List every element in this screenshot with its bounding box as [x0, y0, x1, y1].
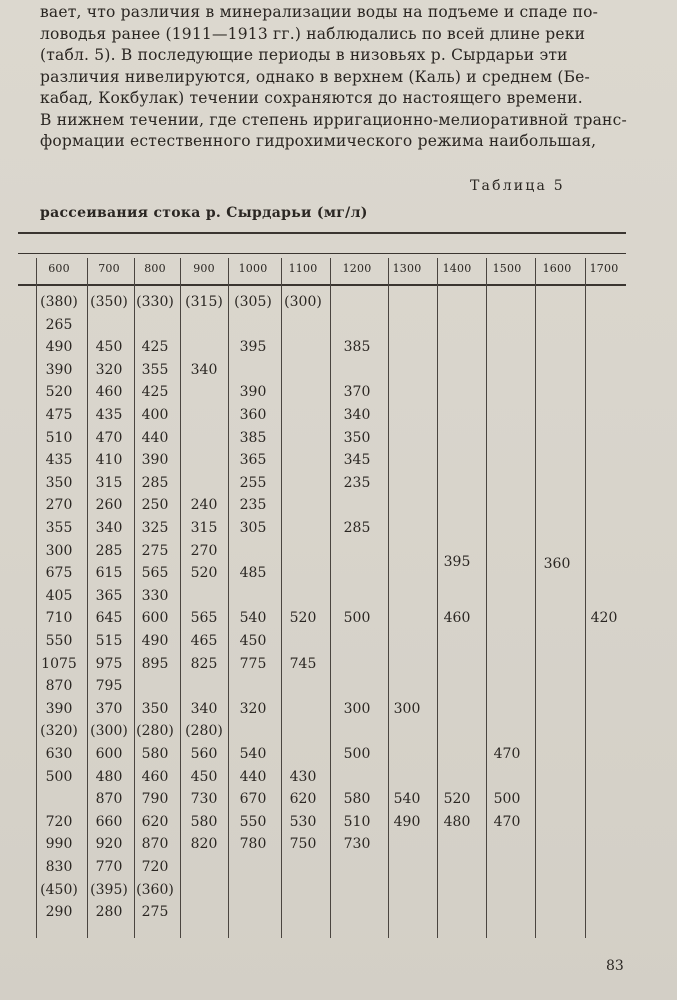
table-cell: 550 — [45, 633, 73, 649]
table-cell: 340 — [95, 520, 123, 536]
table-cell: 520 — [190, 565, 218, 582]
table-cell: 520 — [289, 610, 317, 627]
table-cell: 345 — [343, 452, 371, 469]
table-label: Таблица 5 — [470, 178, 565, 194]
table-cell: 470 — [493, 813, 521, 830]
table-cell: 270 — [45, 497, 73, 514]
column-header: 600 — [48, 262, 70, 275]
table-cell: 600 — [95, 746, 123, 762]
table-cell: (380) — [40, 294, 78, 310]
table-cell: 580 — [141, 746, 169, 762]
table-cell: 520 — [443, 791, 471, 808]
table-cell: 235 — [239, 497, 267, 514]
table-caption: рассеивания стока р. Сырдарьи (мг/л) — [40, 205, 368, 221]
table-cell: (330) — [136, 294, 174, 310]
table-cell: 510 — [343, 813, 371, 830]
table-cell: 895 — [141, 655, 169, 672]
table-cell: 600 — [141, 610, 169, 627]
column-divider — [486, 258, 487, 938]
table-cell: 450 — [190, 768, 218, 785]
table-cell: 280 — [95, 904, 123, 921]
table-cell: 540 — [239, 610, 267, 627]
table-cell: 480 — [95, 768, 123, 785]
table-cell: 400 — [141, 407, 169, 423]
table-cell: 275 — [141, 542, 169, 559]
table-cell: 660 — [95, 813, 123, 830]
table-cell: 775 — [239, 655, 267, 672]
table-cell: 300 — [393, 700, 421, 717]
table-cell: 490 — [45, 339, 73, 356]
table-cell: 475 — [45, 407, 73, 423]
paragraph-line: (табл. 5). В последующие периоды в низовьях р. Сырдарьи эти — [40, 46, 568, 64]
table-cell: 320 — [239, 700, 267, 717]
table-cell: 305 — [239, 520, 267, 536]
table-cell: 870 — [45, 678, 73, 695]
table-cell: 365 — [239, 452, 267, 469]
table-cell: 460 — [443, 610, 471, 627]
table-cell: 825 — [190, 655, 218, 672]
paragraph-line: вает, что различия в минерализации воды на подъеме и спаде по- — [40, 3, 599, 21]
column-header: 1700 — [589, 262, 619, 275]
table-cell: 820 — [190, 836, 218, 853]
column-divider — [437, 258, 438, 938]
table-cell: 440 — [239, 768, 267, 785]
table-cell: 870 — [141, 836, 169, 853]
header-top-rule — [18, 253, 626, 254]
column-header: 800 — [144, 262, 166, 275]
table-cell: 425 — [141, 384, 169, 401]
table-cell: 330 — [141, 587, 169, 604]
table-cell: 435 — [95, 407, 123, 423]
table-cell: 520 — [45, 384, 73, 401]
table-cell-spanning: 360 — [543, 556, 571, 573]
paragraph-line: В нижнем течении, где степень ирригационно-мелиоративной транс- — [40, 110, 627, 129]
table-cell: 390 — [141, 452, 169, 469]
column-header: 1400 — [442, 262, 472, 275]
table-cell: 975 — [95, 655, 123, 672]
table-cell: (280) — [185, 723, 223, 740]
table-cell: 480 — [443, 813, 471, 830]
table-cell: 500 — [45, 768, 73, 785]
table-cell: 750 — [289, 836, 317, 853]
table-cell: 560 — [190, 746, 218, 762]
table-cell: 490 — [141, 633, 169, 649]
table-cell: 315 — [190, 520, 218, 536]
table-cell: 620 — [141, 813, 169, 830]
table-cell: 470 — [493, 746, 521, 762]
column-header: 1300 — [392, 262, 422, 275]
table-cell: 450 — [239, 633, 267, 649]
table-cell: 250 — [141, 497, 169, 514]
table-cell: 360 — [239, 407, 267, 423]
table-cell: 870 — [95, 791, 123, 808]
table-cell: 385 — [343, 339, 371, 356]
table-cell: 710 — [45, 610, 73, 627]
table-cell: 670 — [239, 791, 267, 808]
table-cell: 795 — [95, 678, 123, 695]
column-header: 700 — [98, 262, 120, 275]
table-cell: 320 — [95, 361, 123, 378]
table-cell: 340 — [343, 407, 371, 423]
table-cell: (450) — [40, 881, 78, 898]
table-cell: 430 — [289, 768, 317, 785]
table-cell: (350) — [90, 294, 128, 310]
column-header: 1200 — [342, 262, 372, 275]
table-cell: 460 — [95, 384, 123, 401]
table-cell: 565 — [141, 565, 169, 582]
table-cell: 265 — [45, 316, 73, 333]
table-cell: 340 — [190, 361, 218, 378]
column-divider — [388, 258, 389, 938]
table-cell: 540 — [239, 746, 267, 762]
table-top-rule — [18, 232, 626, 234]
table-cell: 550 — [239, 813, 267, 830]
column-header: 1600 — [542, 262, 572, 275]
table-cell: (280) — [136, 723, 174, 740]
table-cell: 780 — [239, 836, 267, 853]
table-cell: (315) — [185, 294, 223, 310]
table-cell: 390 — [239, 384, 267, 401]
table-cell: 580 — [343, 791, 371, 808]
page-number: 83 — [606, 958, 624, 974]
table-cell: 450 — [95, 339, 123, 356]
table-cell: 350 — [45, 474, 73, 491]
table-cell: 630 — [45, 746, 73, 762]
table-cell: 285 — [141, 474, 169, 491]
table-cell: 355 — [141, 361, 169, 378]
table-cell: 435 — [45, 452, 73, 469]
table-cell: 370 — [343, 384, 371, 401]
table-cell: 390 — [45, 361, 73, 378]
table-cell: 405 — [45, 587, 73, 604]
table-cell: 580 — [190, 813, 218, 830]
table-cell: 420 — [590, 610, 618, 627]
table-cell: 255 — [239, 474, 267, 491]
table-cell: 615 — [95, 565, 123, 582]
table-cell: 235 — [343, 474, 371, 491]
table-cell: 440 — [141, 429, 169, 446]
table-cell: 675 — [45, 565, 73, 582]
table-cell: 1075 — [41, 655, 77, 672]
table-cell: 720 — [45, 813, 73, 830]
table-cell: 745 — [289, 655, 317, 672]
table-cell: 300 — [45, 542, 73, 559]
table-cell: 285 — [343, 520, 371, 536]
table-cell: (395) — [90, 881, 128, 898]
column-divider — [585, 258, 586, 938]
paragraph-line: формации естественного гидрохимического режима наибольшая, — [40, 132, 597, 150]
table-cell: 730 — [190, 791, 218, 808]
table-cell: 460 — [141, 768, 169, 785]
table-cell: 350 — [141, 700, 169, 717]
paragraph-line: ловодья ранее (1911—1913 гг.) наблюдались по всей длине реки — [40, 24, 586, 43]
table-cell: 620 — [289, 791, 317, 808]
table-cell: 720 — [141, 859, 169, 875]
table-cell-spanning: 395 — [443, 553, 471, 570]
table-cell: 470 — [95, 429, 123, 446]
table-cell: 385 — [239, 429, 267, 446]
table-cell: 325 — [141, 520, 169, 536]
table-cell: 990 — [45, 836, 73, 853]
table-cell: 490 — [393, 813, 421, 830]
table-cell: 540 — [393, 791, 421, 808]
table-cell: 370 — [95, 700, 123, 717]
table-cell: 290 — [45, 904, 73, 921]
table-cell: 350 — [343, 429, 371, 446]
table-cell: (360) — [136, 881, 174, 898]
table-cell: 645 — [95, 610, 123, 627]
table-cell: 730 — [343, 836, 371, 853]
table-cell: (320) — [40, 723, 78, 740]
table-cell: (300) — [284, 294, 322, 310]
table-cell: 500 — [343, 610, 371, 627]
table-cell: (300) — [90, 723, 128, 740]
paragraph-line: различия нивелируются, однако в верхнем (Каль) и среднем (Бе- — [40, 67, 590, 86]
table-cell: 285 — [95, 542, 123, 559]
table-cell: 500 — [343, 746, 371, 762]
table-cell: 790 — [141, 791, 169, 808]
table-cell: 425 — [141, 339, 169, 356]
table-cell: 300 — [343, 700, 371, 717]
table-cell: 275 — [141, 904, 169, 921]
table-cell: 410 — [95, 452, 123, 469]
table-cell: 485 — [239, 565, 267, 582]
table-cell: (305) — [234, 294, 272, 310]
table-cell: 340 — [190, 700, 218, 717]
table-cell: 515 — [95, 633, 123, 649]
table-cell: 770 — [95, 859, 123, 875]
table-cell: 315 — [95, 474, 123, 491]
paragraph-line: кабад, Кокбулак) течении сохраняются до настоящего времени. — [40, 89, 583, 107]
table-cell: 260 — [95, 497, 123, 514]
table-cell: 510 — [45, 429, 73, 446]
column-header: 900 — [193, 262, 215, 275]
body-paragraph — [40, 2, 630, 153]
table-cell: 365 — [95, 587, 123, 604]
table-cell: 390 — [45, 700, 73, 717]
table-cell: 355 — [45, 520, 73, 536]
table-cell: 240 — [190, 497, 218, 514]
column-header: 1500 — [492, 262, 522, 275]
table-cell: 395 — [239, 339, 267, 356]
table-cell: 500 — [493, 791, 521, 808]
table-cell: 465 — [190, 633, 218, 649]
column-divider — [535, 258, 536, 938]
table-cell: 920 — [95, 836, 123, 853]
column-header: 1000 — [238, 262, 268, 275]
table-cell: 830 — [45, 859, 73, 875]
table-cell: 565 — [190, 610, 218, 627]
column-header: 1100 — [288, 262, 318, 275]
table-cell: 270 — [190, 542, 218, 559]
table-cell: 530 — [289, 813, 317, 830]
